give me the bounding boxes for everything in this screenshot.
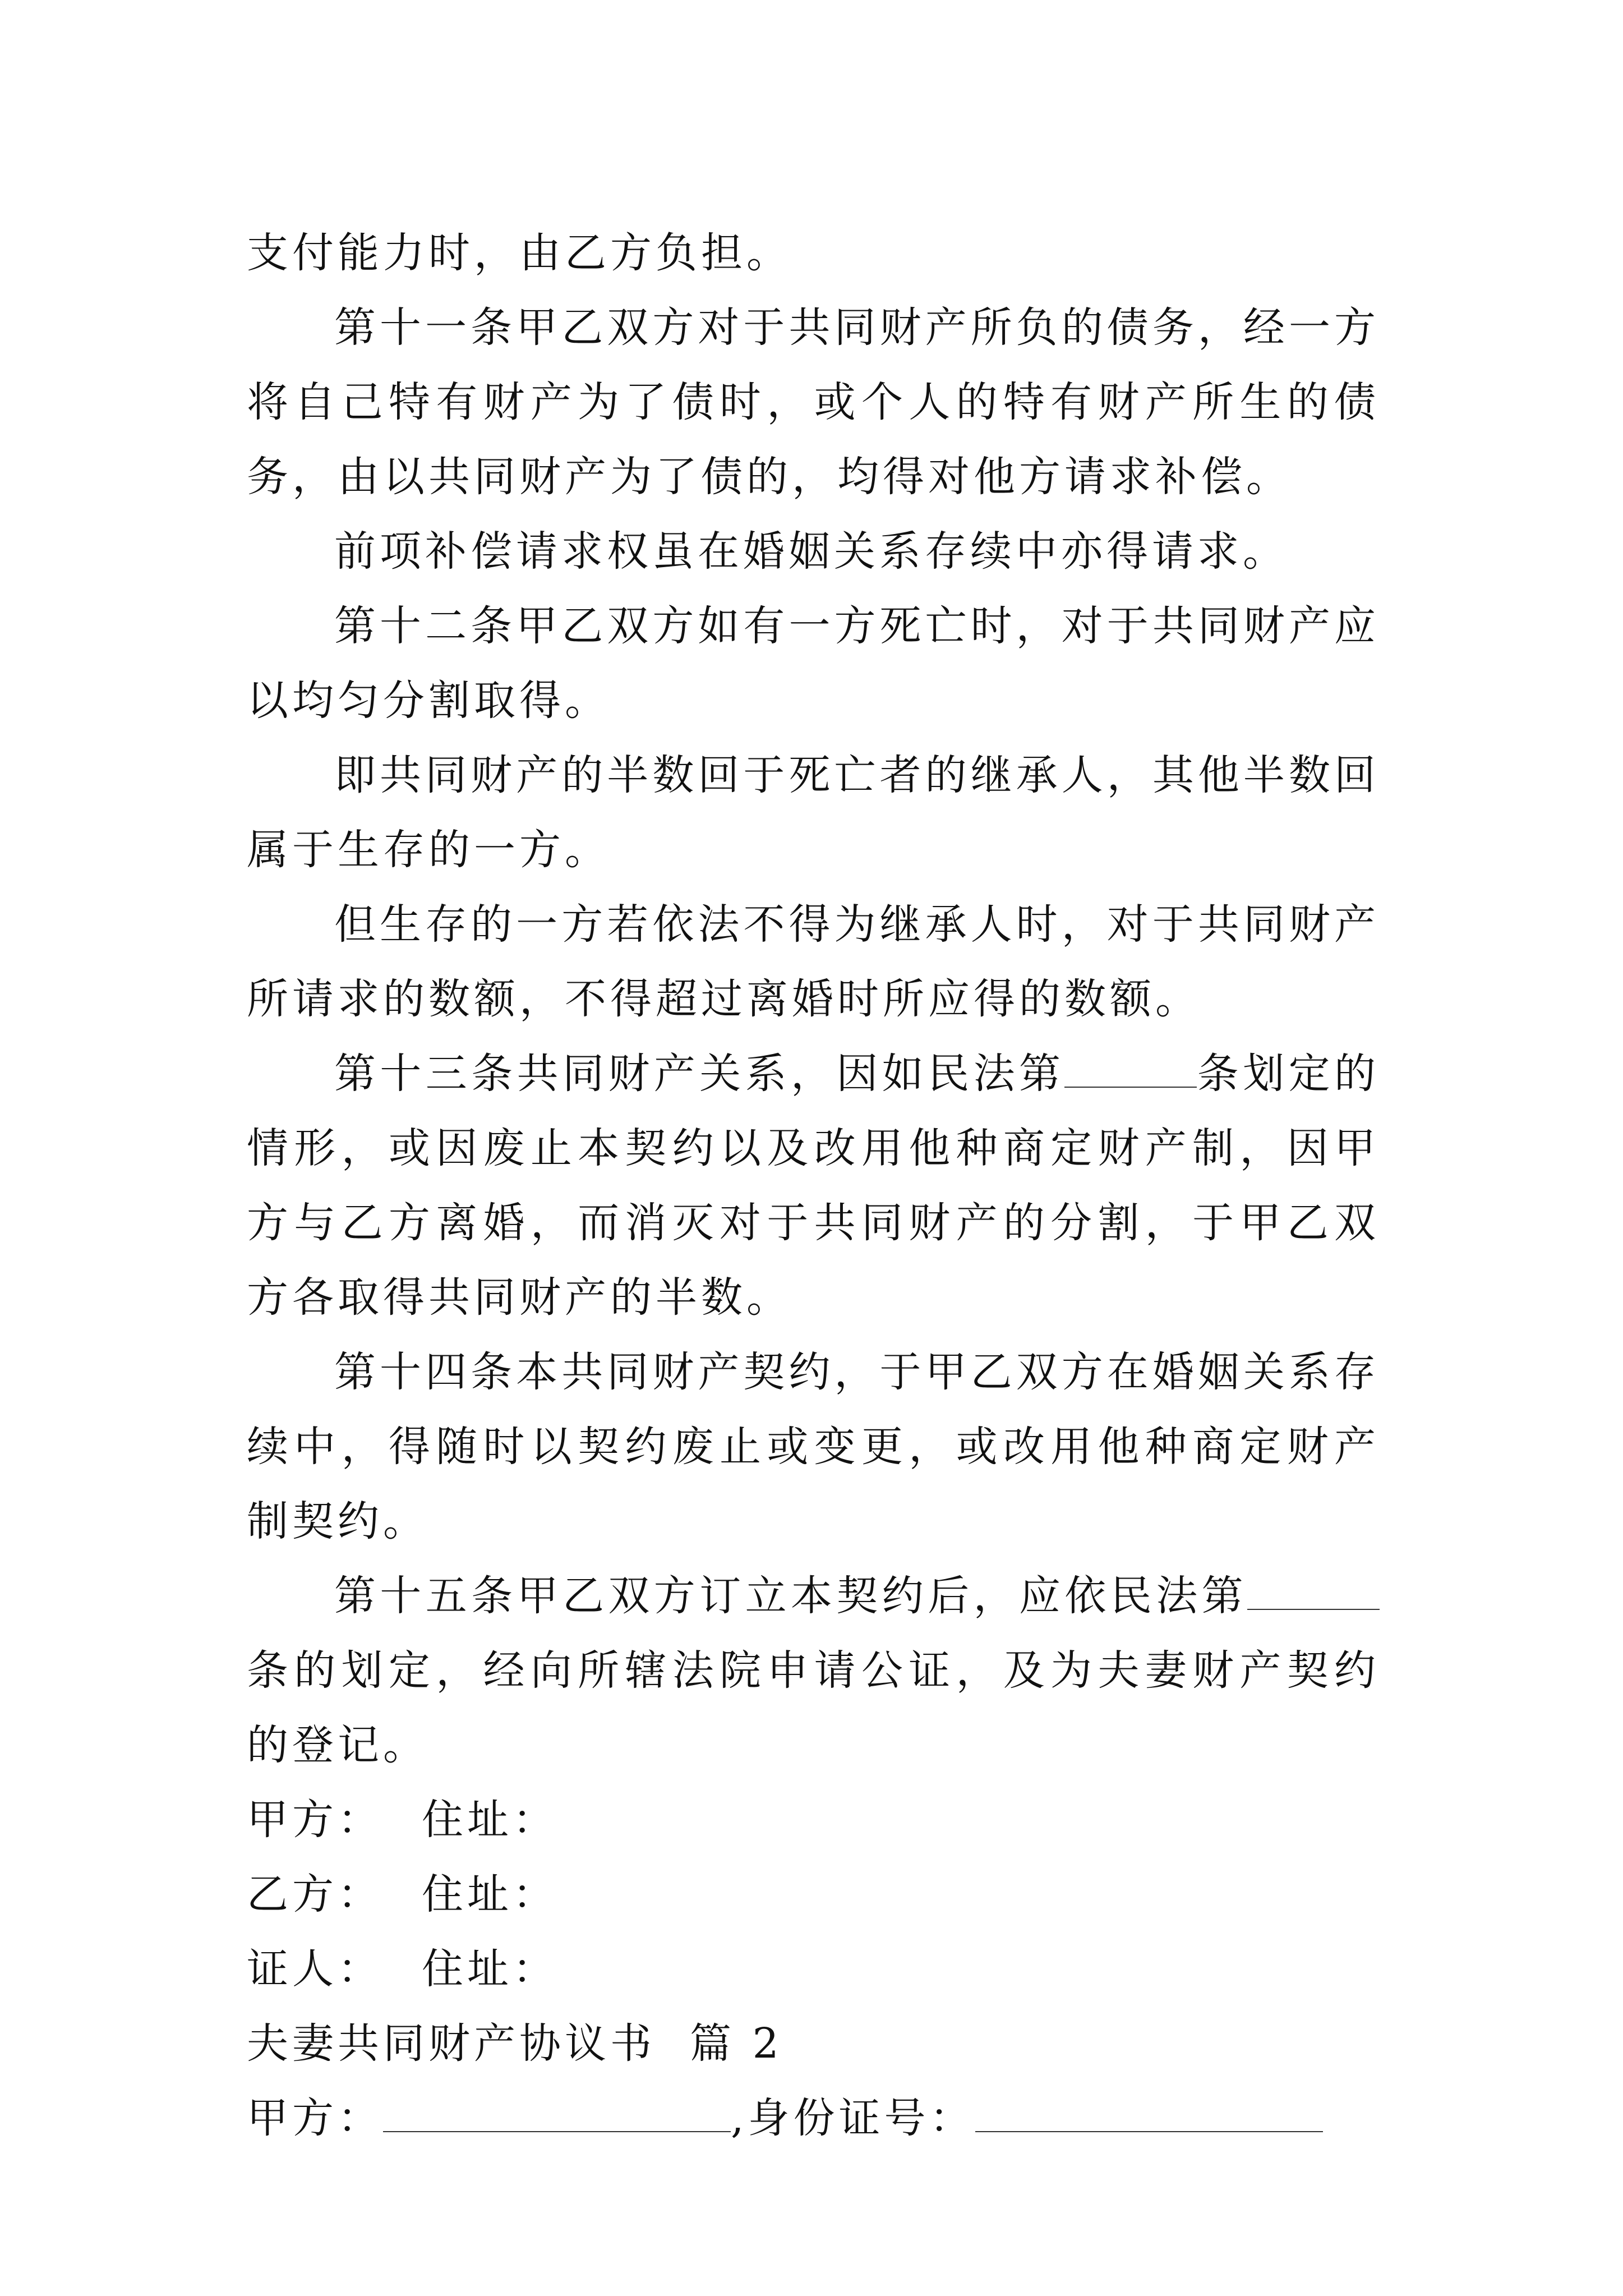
article-13-text-start: 第十三条共同财产关系，因如民法第 xyxy=(334,1050,1065,1098)
article-12: 第十二条甲乙双方如有一方死亡时，对于共同财产应以均匀分割取得。 xyxy=(247,602,1380,725)
party-a-address-label: 住址： xyxy=(422,1796,558,1844)
signature-party-a xyxy=(247,1783,1380,1857)
article-13-text-end: 条划定的情形，或因废止本契约以及改用他种商定财产制，因甲方与乙方离婚，而消灭对于共同财产的分割，于甲乙双方各取得共同财产的半数。 xyxy=(247,1050,1380,1322)
party-a-label: 甲方： xyxy=(247,1796,383,1844)
witness-label: 证人： xyxy=(247,1945,383,1993)
party-a-info-label: 甲方： xyxy=(247,2094,383,2142)
article-15-text-end: 条的划定，经向所辖法院申请公证，及为夫妻财产契约的登记。 xyxy=(247,1646,1380,1769)
paragraph-compensation: 前项补偿请求权虽在婚姻关系存续中亦得请求。 xyxy=(334,527,1288,576)
party-b-label: 乙方： xyxy=(247,1870,383,1918)
article-15 xyxy=(247,1559,1380,1783)
article-15-blank[interactable] xyxy=(1247,1575,1380,1610)
signature-witness xyxy=(247,1932,1380,2007)
document-body xyxy=(247,216,1380,2156)
article-11: 第十一条甲乙双方对于共同财产所负的债务，经一方将自己特有财产为了债时，或个人的特有财产所生的债务，由以共同财产为了债的，均得对他方请求补偿。 xyxy=(247,303,1380,501)
paragraph-survivor: 但生存的一方若依法不得为继承人时，对于共同财产所请求的数额，不得超过离婚时所应得的数额。 xyxy=(247,900,1380,1023)
party-b-address-label: 住址： xyxy=(422,1870,558,1918)
id-number-field[interactable] xyxy=(975,2097,1323,2132)
paragraph-half-share: 即共同财产的半数回于死亡者的继承人，其他半数回属于生存的一方。 xyxy=(247,751,1380,874)
witness-address-label: 住址： xyxy=(422,1945,558,1993)
party-a-info-line xyxy=(247,2081,1380,2156)
article-15-text-start: 第十五条甲乙双方订立本契约后，应依民法第 xyxy=(334,1572,1247,1620)
signature-party-b xyxy=(247,1857,1380,1932)
section-2-title: 夫妻共同财产协议书 篇 2 xyxy=(247,2019,783,2068)
paragraph-continuation: 支付能力时，由乙方负担。 xyxy=(247,229,792,277)
id-number-label: ,身份证号： xyxy=(731,2094,975,2142)
article-13 xyxy=(247,1037,1380,1335)
article-13-blank[interactable] xyxy=(1064,1053,1197,1088)
party-a-name-field[interactable] xyxy=(383,2097,731,2132)
article-14: 第十四条本共同财产契约，于甲乙双方在婚姻关系存续中，得随时以契约废止或变更，或改用他种商定财产制契约。 xyxy=(247,1348,1380,1545)
